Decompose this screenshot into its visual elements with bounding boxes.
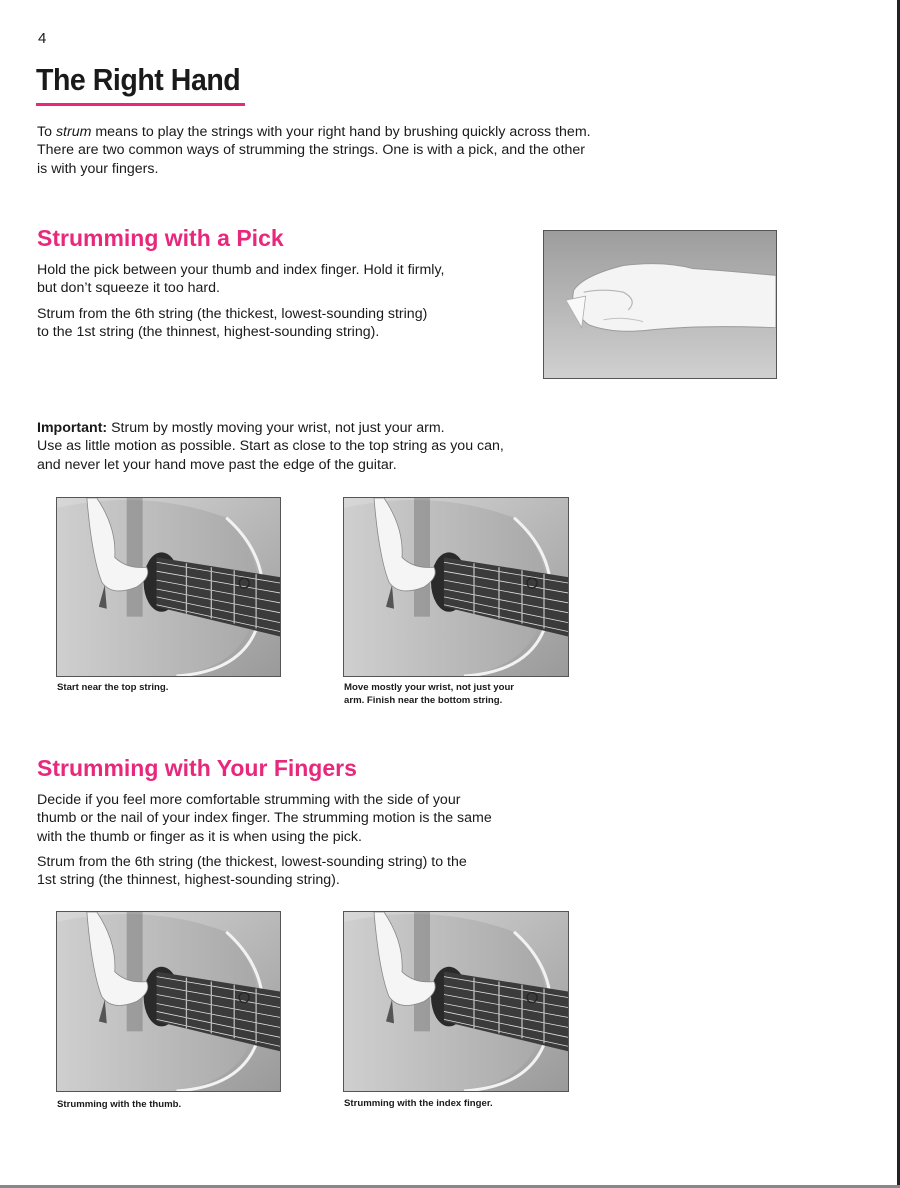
pick-p1-line2: but don’t squeeze it too hard. <box>37 280 220 297</box>
fingers-p1-line1: Decide if you feel more comfortable strumming with the side of your <box>37 792 461 808</box>
strum-thumb-photo <box>56 911 281 1092</box>
important-line2: Use as little motion as possible. Start as close to the top string as you can, <box>37 438 504 455</box>
fingers-p1-line2: thumb or the nail of your index finger. The strumming motion is the same <box>37 810 492 827</box>
fingers-section-heading: Strumming with Your Fingers <box>37 755 357 781</box>
pick-p2-line1: Strum from the 6th string (the thickest, lowest-sounding string) <box>37 305 428 322</box>
pick-section-heading: Strumming with a Pick <box>37 225 284 251</box>
fingers-p1-line3: with the thumb or finger as it is when using the pick. <box>37 828 362 845</box>
caption-start-top-string: Start near the top string. <box>57 682 169 693</box>
strum-start-photo <box>56 497 281 677</box>
important-line3: and never let your hand move past the edge of the guitar. <box>37 456 397 473</box>
important-note <box>37 419 577 474</box>
intro-line-3: is with your fingers. <box>37 160 159 177</box>
fingers-p2-line1: Strum from the 6th string (the thickest, lowest-sounding string) to the <box>37 853 467 870</box>
intro-paragraph <box>37 123 677 178</box>
strum-finish-photo <box>343 497 569 677</box>
pick-p2-line2: to the 1st string (the thinnest, highest-sounding string). <box>37 323 380 340</box>
caption-thumb: Strumming with the thumb. <box>57 1099 182 1110</box>
pick-grip-photo <box>543 230 777 379</box>
intro-line-1: To strum means to play the strings with your right hand by brushing quickly across them. <box>37 124 591 140</box>
page-title: The Right Hand <box>36 62 241 97</box>
intro-line-2: There are two common ways of strumming the strings. One is with a pick, and the other <box>37 142 586 159</box>
page-number: 4 <box>38 30 47 47</box>
important-line1: Important: Strum by mostly moving your wrist, not just your arm. <box>37 420 445 436</box>
fingers-p2-line2: 1st string (the thinnest, highest-sounding string). <box>37 872 340 889</box>
caption-finish-bottom-string: Move mostly your wrist, not just your arm. Finish near the bottom string. <box>344 682 515 706</box>
pick-section-text <box>37 261 517 341</box>
title-underline <box>36 103 245 106</box>
strum-index-finger-photo <box>343 911 569 1092</box>
caption-index-finger: Strumming with the index finger. <box>344 1098 493 1109</box>
fingers-section-text <box>37 791 557 889</box>
pick-p1-line1: Hold the pick between your thumb and index finger. Hold it firmly, <box>37 262 445 278</box>
